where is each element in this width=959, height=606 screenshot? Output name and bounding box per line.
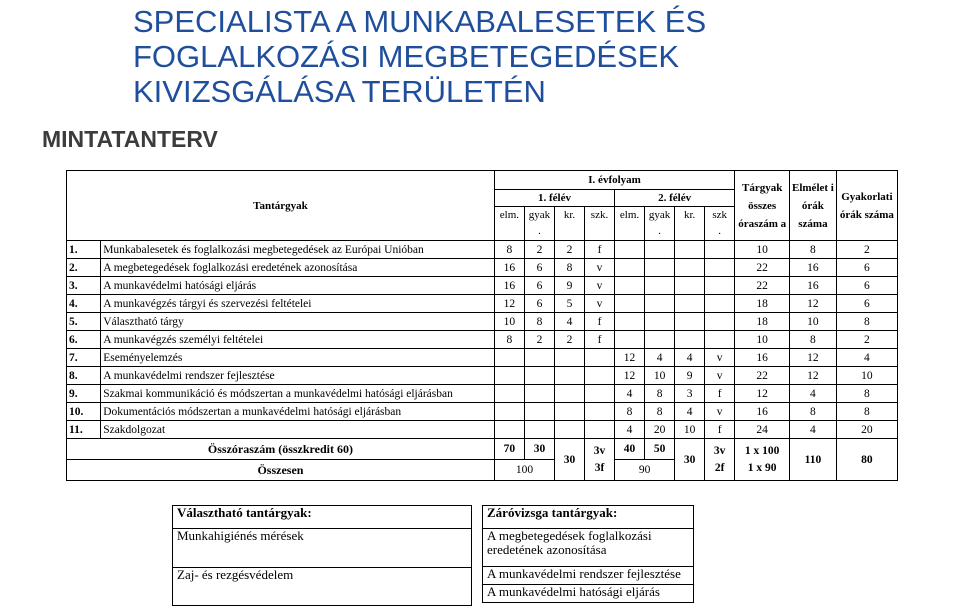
semester-1-value [585,421,615,439]
total-hours-value: 10 [735,241,790,259]
total-hours-value: 24 [735,421,790,439]
semester-1-value: v [585,259,615,277]
semester-1-value [524,349,554,367]
semester-2-value: 3 [675,385,705,403]
final-exam-title: Záróvizsga tantárgyak: [483,506,694,529]
row-number: 1. [67,241,101,259]
semester-2-value [675,295,705,313]
curriculum-table [66,170,898,481]
semester-1-value [494,421,524,439]
semester-1-value [585,385,615,403]
table-row [67,295,898,313]
semester-2-header: 2. félév [615,190,735,207]
total-hours-value: 16 [735,403,790,421]
semester-2-value: 8 [615,403,645,421]
semester-2-value [675,241,705,259]
semester-2-value [615,331,645,349]
semester-1-value: f [585,241,615,259]
row-number: 8. [67,367,101,385]
theory-hours-value: 8 [790,331,837,349]
summary-value: 40 [615,439,645,460]
semester-2-value [645,277,675,295]
summary-value: 70 [494,439,524,460]
semester-2-value: 10 [645,367,675,385]
total-hours-value: 18 [735,295,790,313]
subject-name: A munkavégzés tárgyi és szervezési feltételei [101,295,495,313]
semester-1-value: f [585,313,615,331]
final-exam-subject-item: A megbetegedések foglalkozási eredetének azonosítása [483,529,694,567]
subject-name: Munkabalesetek és foglalkozási megbetegedések az Európai Unióban [101,241,495,259]
elective-title: Választható tantárgyak: [173,506,472,529]
semester-1-value: 9 [554,277,584,295]
table-row [67,241,898,259]
summary-value: 100 [494,460,554,481]
semester-2-value: 12 [615,367,645,385]
semester-2-value [645,241,675,259]
summary-theory: 110 [790,439,837,481]
row-number: 3. [67,277,101,295]
grand-total-label: Összesen [67,460,495,481]
semester-2-value: v [705,349,735,367]
semester-1-value [554,403,584,421]
theory-hours-value: 8 [790,403,837,421]
practice-hours-value: 8 [836,385,897,403]
semester-1-value: 6 [524,295,554,313]
semester-1-value: v [585,277,615,295]
semester-1-value [494,349,524,367]
semester-1-value: v [585,295,615,313]
semester-1-value [554,349,584,367]
table-row [67,277,898,295]
semester-2-value [615,277,645,295]
title-line-2: FOGLALKOZÁSI MEGBETEGEDÉSEK [133,39,680,74]
semester-1-value [494,385,524,403]
semester-1-value: 2 [524,331,554,349]
column-header: gyak . [524,207,554,241]
semester-2-value [675,313,705,331]
semester-2-value [615,313,645,331]
summary-value: 30 [524,439,554,460]
semester-1-value: 2 [554,241,584,259]
semester-1-value: 12 [494,295,524,313]
elective-subject-item: Zaj- és rezgésvédelem [173,568,472,606]
total-hours-value: 22 [735,259,790,277]
semester-1-value [585,403,615,421]
subject-name: A megbetegedések foglalkozási eredetének azonosítása [101,259,495,277]
semester-1-value: 16 [494,259,524,277]
semester-1-value [494,367,524,385]
title-line-1: SPECIALISTA A MUNKABALESETEK ÉS [133,4,707,39]
semester-1-value [585,349,615,367]
page-title [133,4,933,109]
semester-2-value [615,241,645,259]
total-hours-value: 10 [735,331,790,349]
table-row [67,259,898,277]
semester-1-value: 2 [554,331,584,349]
year-header: I. évfolyam [494,171,734,190]
table-row [67,313,898,331]
row-number: 11. [67,421,101,439]
subject-name: A munkavédelmi rendszer fejlesztése [101,367,495,385]
table-row [67,403,898,421]
practice-hours-value: 2 [836,331,897,349]
summary-value: 30 [675,439,705,481]
table-row [67,367,898,385]
semester-2-value: f [705,385,735,403]
column-header: szk . [705,207,735,241]
practice-hours-value: 8 [836,403,897,421]
semester-2-value [645,259,675,277]
total-hours-header: Tárgyak összes óraszám a [735,171,790,241]
column-header: kr. [554,207,584,241]
semester-1-header: 1. félév [494,190,614,207]
semester-1-value [554,367,584,385]
total-hours-value: 22 [735,367,790,385]
column-header: kr. [675,207,705,241]
semester-1-value [524,421,554,439]
row-number: 4. [67,295,101,313]
subject-name: Szakmai kommunikáció és módszertan a munkavédelmi hatósági eljárásban [101,385,495,403]
elective-subject-item: Munkahigiénés mérések [173,529,472,568]
total-hours-value: 16 [735,349,790,367]
theory-hours-value: 12 [790,295,837,313]
theory-hours-value: 16 [790,259,837,277]
summary-value: 50 [645,439,675,460]
column-header: elm. [494,207,524,241]
subject-name: Választható tárgy [101,313,495,331]
semester-2-value [675,331,705,349]
subject-name: A munkavédelmi hatósági eljárás [101,277,495,295]
total-hours-value: 12 [735,385,790,403]
row-number: 9. [67,385,101,403]
table-row [67,331,898,349]
semester-1-value [585,367,615,385]
column-header: szk. [585,207,615,241]
theory-hours-value: 10 [790,313,837,331]
semester-1-value: 6 [524,277,554,295]
summary-value: 90 [615,460,675,481]
summary-value: 30 [554,439,584,481]
summary-hours: 1 x 100 1 x 90 [735,439,790,481]
row-number: 10. [67,403,101,421]
semester-2-value: 4 [675,403,705,421]
summary-value: 3v 3f [585,439,615,481]
semester-2-value [645,295,675,313]
theory-hours-value: 4 [790,385,837,403]
page-subtitle: MINTATANTERV [42,126,218,152]
practice-hours-header: Gyakorlati órák száma [836,171,897,241]
semester-1-value: 8 [494,241,524,259]
theory-hours-header: Elmélet i órák száma [790,171,837,241]
semester-2-value: 8 [645,403,675,421]
summary-value: 3v 2f [705,439,735,481]
semester-1-value [554,421,584,439]
practice-hours-value: 20 [836,421,897,439]
semester-1-value: 4 [554,313,584,331]
total-hours-value: 18 [735,313,790,331]
semester-2-value [675,277,705,295]
semester-2-value [705,277,735,295]
theory-hours-value: 16 [790,277,837,295]
semester-1-value: f [585,331,615,349]
semester-1-value: 10 [494,313,524,331]
elective-subjects-box [172,505,472,606]
semester-1-value [524,367,554,385]
final-exam-subject-item: A munkavédelmi hatósági eljárás [483,585,694,603]
subjects-header: Tantárgyak [67,171,495,241]
semester-1-value: 8 [554,259,584,277]
semester-2-value: 9 [675,367,705,385]
semester-1-value [554,385,584,403]
practice-hours-value: 10 [836,367,897,385]
practice-hours-value: 6 [836,259,897,277]
total-hours-value: 22 [735,277,790,295]
theory-hours-value: 8 [790,241,837,259]
semester-2-value [705,259,735,277]
semester-2-value [615,295,645,313]
semester-1-value: 16 [494,277,524,295]
semester-2-value [705,295,735,313]
semester-2-value: 20 [645,421,675,439]
semester-2-value [675,259,705,277]
semester-2-value [705,313,735,331]
title-line-3: KIVIZSGÁLÁSA TERÜLETÉN [133,74,546,109]
row-number: 6. [67,331,101,349]
theory-hours-value: 12 [790,367,837,385]
semester-2-value [705,331,735,349]
semester-2-value: f [705,421,735,439]
semester-2-value: 4 [675,349,705,367]
row-number: 5. [67,313,101,331]
practice-hours-value: 8 [836,313,897,331]
final-exam-subjects-box [482,505,694,603]
semester-2-value: 4 [615,421,645,439]
row-number: 7. [67,349,101,367]
table-row [67,349,898,367]
semester-2-value: v [705,403,735,421]
semester-1-value: 2 [524,241,554,259]
summary-row [67,439,898,460]
subject-name: A munkavégzés személyi feltételei [101,331,495,349]
row-number: 2. [67,259,101,277]
semester-2-value [705,241,735,259]
semester-1-value: 6 [524,259,554,277]
semester-2-value: v [705,367,735,385]
theory-hours-value: 12 [790,349,837,367]
semester-2-value [615,259,645,277]
column-header: elm. [615,207,645,241]
practice-hours-value: 4 [836,349,897,367]
semester-1-value [524,403,554,421]
practice-hours-value: 6 [836,277,897,295]
subject-name: Eseményelemzés [101,349,495,367]
semester-2-value [645,313,675,331]
table-row [67,385,898,403]
practice-hours-value: 6 [836,295,897,313]
semester-1-value [524,385,554,403]
subject-name: Szakdolgozat [101,421,495,439]
semester-2-value [645,331,675,349]
semester-1-value: 8 [494,331,524,349]
semester-2-value: 12 [615,349,645,367]
semester-2-value: 8 [645,385,675,403]
semester-1-value: 8 [524,313,554,331]
practice-hours-value: 2 [836,241,897,259]
semester-2-value: 4 [645,349,675,367]
column-header: gyak . [645,207,675,241]
semester-2-value: 10 [675,421,705,439]
final-exam-subject-item: A munkavédelmi rendszer fejlesztése [483,567,694,585]
semester-1-value: 5 [554,295,584,313]
theory-hours-value: 4 [790,421,837,439]
table-row [67,421,898,439]
semester-1-value [494,403,524,421]
credit-total-label: Összóraszám (összkredit 60) [67,439,495,460]
semester-2-value: 4 [615,385,645,403]
summary-practice: 80 [836,439,897,481]
subject-name: Dokumentációs módszertan a munkavédelmi hatósági eljárásban [101,403,495,421]
